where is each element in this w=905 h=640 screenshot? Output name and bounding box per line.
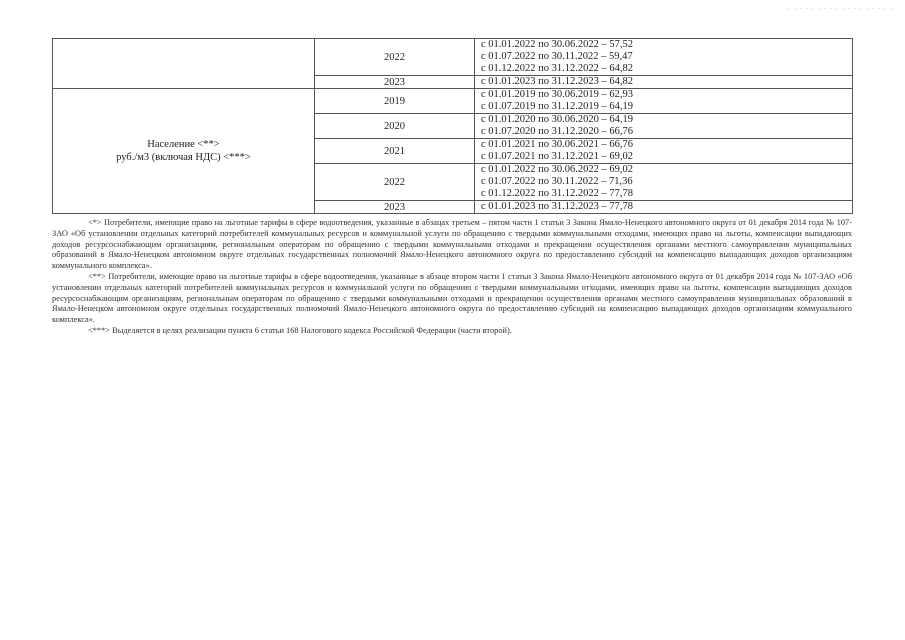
footnote-1: <*> Потребители, имеющие право на льготные тарифы в сфере водоотведения, указанные в абзацах третьем – пятом части 1 статьи 3 Закона Ямало-Ненецкого автономного округа от 01 декабря 2014 года № 107-ЗАО «Об установлении отдельных категорий потребителей коммунальных ресурсов и коммунальной услуги по обращению с твердыми коммунальными отходами, имеющих право на льготы, компенсации выпадающих доходов ресурсоснабжающим организациям, региональным операторам по обращению с твердыми коммунальными отходами и прекращении осуществления органами местного самоуправления муниципальных образований в Ямало-Ненецком автономном округе отдельных государственных полномочий Ямало-Ненецкого автономного округа по предоставлению субсидий на компенсацию выпадающих доходов организациям коммунального комплекса». [52, 218, 852, 271]
period-line: с 01.01.2023 по 31.12.2023 – 77,78 [481, 201, 634, 212]
footnote-2: <**> Потребители, имеющие право на льготные тарифы в сфере водоотведения, указанные в абзаце втором части 1 статьи 3 Закона Ямало-Ненецкого автономного округа от 01 декабря 2014 года № 107-ЗАО «Об установлении отдельных категорий потребителей коммунальных ресурсов и коммунальной услуги по обращению с твердыми коммунальными отходами, имеющих право на льготы, компенсации выпадающих доходов ресурсоснабжающим организациям, региональным операторам по обращению с твердыми коммунальными отходами и прекращении осуществления органами местного самоуправления муниципальных образований в Ямало-Ненецком автономном округе отдельных государственных полномочий Ямало-Ненецкого автономного округа по предоставлению субсидий на компенсацию выпадающих доходов организациям коммунального комплекса». [52, 271, 852, 325]
period-line: с 01.07.2021 по 31.12.2021 – 69,02 [481, 151, 634, 162]
header-marks: . . . . . . . . . . . . . . . . . . [788, 2, 893, 11]
period-line: с 01.01.2022 по 30.06.2022 – 57,52 [481, 39, 634, 50]
period-cell [475, 89, 853, 114]
tariff-row [53, 89, 853, 114]
year-cell: 2020 [315, 114, 475, 139]
period-cell [475, 139, 853, 164]
year-cell: 2023 [315, 76, 475, 89]
period-line: с 01.01.2023 по 31.12.2023 – 64,82 [481, 76, 634, 87]
period-line: с 01.07.2020 по 31.12.2020 – 66,76 [481, 126, 634, 137]
period-cell [475, 76, 853, 89]
footnote-3: <***> Выделяется в целях реализации пункта 6 статьи 168 Налогового кодекса Российской Федерации (части второй). [88, 325, 512, 335]
period-line: с 01.01.2019 по 30.06.2019 – 62,93 [481, 89, 634, 100]
category-cell-blank [53, 39, 315, 89]
tariff-table [52, 38, 853, 214]
year-cell: 2022 [315, 164, 475, 201]
category-unit: руб./м3 (включая НДС) <***> [116, 152, 251, 163]
period-cell [475, 114, 853, 139]
period-line: с 01.12.2022 по 31.12.2022 – 77,78 [481, 188, 634, 199]
period-cell [475, 39, 853, 76]
year-cell: 2021 [315, 139, 475, 164]
year-cell: 2019 [315, 89, 475, 114]
period-line: с 01.07.2019 по 31.12.2019 – 64,19 [481, 101, 634, 112]
period-line: с 01.01.2022 по 30.06.2022 – 69,02 [481, 164, 634, 175]
year-cell: 2023 [315, 201, 475, 214]
tariff-row [53, 39, 853, 76]
period-line: с 01.12.2022 по 31.12.2022 – 64,82 [481, 63, 634, 74]
year-cell: 2022 [315, 39, 475, 76]
period-line: с 01.07.2022 по 30.11.2022 – 59,47 [481, 51, 633, 62]
period-line: с 01.01.2021 по 30.06.2021 – 66,76 [481, 139, 634, 150]
period-line: с 01.07.2022 по 30.11.2022 – 71,36 [481, 176, 633, 187]
footnotes [52, 218, 852, 337]
period-cell [475, 201, 853, 214]
category-cell [53, 89, 315, 214]
period-line: с 01.01.2020 по 30.06.2020 – 64,19 [481, 114, 634, 125]
category-title: Население <**> [147, 139, 220, 150]
document-page [52, 38, 852, 337]
period-cell [475, 164, 853, 201]
